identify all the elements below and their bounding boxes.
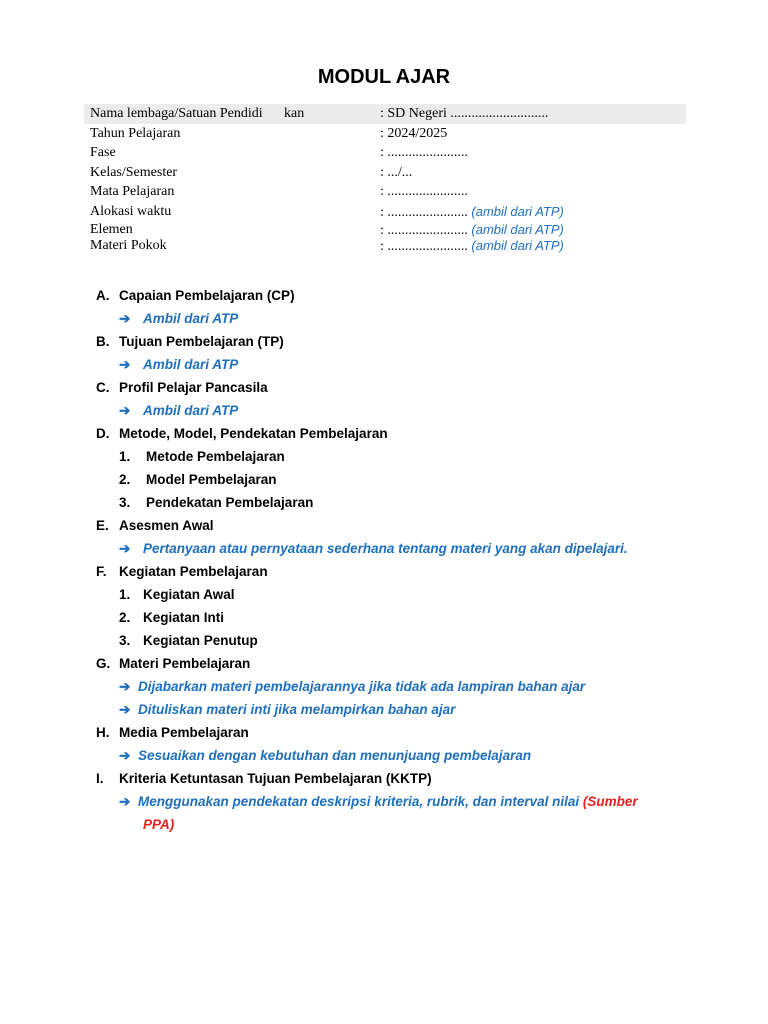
list-item (96, 491, 696, 514)
identity-value (380, 238, 564, 255)
section-g-heading (96, 652, 696, 675)
note-text: Ambil dari ATP (143, 357, 239, 372)
section-letter: H. (96, 725, 110, 740)
arrow-right-icon: ➔ (119, 679, 131, 694)
item-number: 3. (119, 495, 131, 510)
section-letter: A. (96, 288, 110, 303)
identity-label: Tahun Pelajaran (90, 125, 181, 141)
section-g-note-1 (96, 675, 696, 698)
section-title: Kegiatan Pembelajaran (119, 564, 268, 579)
list-item (96, 468, 696, 491)
section-title: Kriteria Ketuntasan Tujuan Pembelajaran (KKTP) (119, 771, 432, 786)
section-e-heading (96, 514, 696, 537)
item-text: Kegiatan Penutup (143, 633, 258, 648)
note-text: Dijabarkan materi pembelajarannya jika tidak ada lampiran bahan ajar (138, 679, 586, 694)
identity-label: Kelas/Semester (90, 164, 178, 180)
section-b-heading (96, 330, 696, 353)
identity-row-material (84, 238, 686, 254)
section-letter: B. (96, 334, 110, 349)
section-h-note (96, 744, 696, 767)
section-letter: C. (96, 380, 110, 395)
section-title: Asesmen Awal (119, 518, 214, 533)
item-number: 1. (119, 587, 131, 602)
identity-row-time (84, 202, 686, 222)
sections-list (96, 284, 696, 836)
identity-value (380, 222, 564, 239)
item-number: 3. (119, 633, 131, 648)
section-title: Profil Pelajar Pancasila (119, 380, 268, 395)
list-item (96, 606, 696, 629)
item-text: Pendekatan Pembelajaran (146, 495, 314, 510)
section-c-note (96, 399, 696, 422)
identity-label: Alokasi waktu (90, 203, 172, 219)
section-i-heading (96, 767, 696, 790)
identity-value: : ....................... (380, 184, 468, 200)
source-reference: (Sumber (582, 794, 638, 809)
identity-value: : ....................... (380, 145, 468, 161)
note-text: Dituliskan materi inti jika melampirkan bahan ajar (138, 702, 456, 717)
identity-row-phase (84, 143, 686, 163)
identity-label: Nama lembaga/Satuan Pendidi (90, 106, 263, 121)
arrow-right-icon: ➔ (119, 794, 131, 809)
identity-note: (ambil dari ATP) (471, 237, 564, 253)
arrow-right-icon: ➔ (119, 357, 131, 372)
section-d-heading (96, 422, 696, 445)
list-item (96, 629, 696, 652)
section-a-heading (96, 284, 696, 307)
identity-value: : SD Negeri ............................ (380, 106, 549, 121)
note-text (138, 790, 638, 813)
note-text: Ambil dari ATP (143, 403, 239, 418)
identity-row-year (84, 124, 686, 144)
note-main-text: Menggunakan pendekatan deskripsi kriteria, rubrik, dan interval nilai (138, 794, 580, 809)
section-title: Tujuan Pembelajaran (TP) (119, 334, 284, 349)
item-text: Kegiatan Awal (143, 587, 235, 602)
section-title: Media Pembelajaran (119, 725, 249, 740)
identity-row-institution (84, 104, 686, 124)
section-letter: G. (96, 656, 111, 671)
note-text: Ambil dari ATP (143, 311, 239, 326)
identity-label: Fase (90, 145, 116, 161)
arrow-right-icon: ➔ (119, 748, 131, 763)
section-letter: F. (96, 564, 107, 579)
identity-note: (ambil dari ATP) (471, 221, 564, 237)
identity-note: (ambil dari ATP) (471, 203, 564, 219)
identity-value: : .../... (380, 164, 413, 180)
section-a-note (96, 307, 696, 330)
item-number: 2. (119, 610, 131, 625)
list-item (96, 583, 696, 606)
section-letter: I. (96, 771, 104, 786)
section-i-note (96, 790, 696, 813)
item-number: 1. (119, 449, 131, 464)
section-e-note (96, 537, 696, 560)
identity-label: Mata Pelajaran (90, 184, 175, 200)
item-text: Kegiatan Inti (143, 610, 225, 625)
section-title: Metode, Model, Pendekatan Pembelajaran (119, 426, 388, 441)
identity-value-text: : ....................... (380, 222, 468, 238)
identity-table (84, 104, 686, 254)
identity-value-text: : ....................... (380, 204, 468, 220)
section-title: Capaian Pembelajaran (CP) (119, 288, 295, 303)
source-reference-end: PPA) (143, 817, 175, 832)
note-text: Pertanyaan atau pernyataan sederhana tentang materi yang akan dipelajari. (143, 541, 628, 556)
document-title: MODUL AJAR (317, 66, 451, 88)
identity-value-text: : ....................... (380, 238, 468, 254)
note-text: Sesuaikan dengan kebutuhan dan menunjuang pembelajaran (138, 748, 532, 763)
arrow-right-icon: ➔ (119, 403, 131, 418)
item-text: Model Pembelajaran (146, 472, 277, 487)
section-title: Materi Pembelajaran (119, 656, 251, 671)
item-text: Metode Pembelajaran (146, 449, 285, 464)
identity-row-subject (84, 182, 686, 202)
identity-label: Elemen (90, 221, 133, 237)
arrow-right-icon: ➔ (119, 541, 131, 556)
identity-label-suffix: kan (284, 106, 305, 121)
section-h-heading (96, 721, 696, 744)
section-letter: E. (96, 518, 109, 533)
section-f-heading (96, 560, 696, 583)
section-letter: D. (96, 426, 110, 441)
arrow-right-icon: ➔ (119, 311, 131, 326)
section-i-note-continuation (96, 813, 696, 836)
list-item (96, 445, 696, 468)
identity-value (380, 202, 564, 223)
identity-row-element (84, 222, 686, 238)
section-g-note-2 (96, 698, 696, 721)
arrow-right-icon: ➔ (119, 702, 131, 717)
item-number: 2. (119, 472, 131, 487)
section-b-note (96, 353, 696, 376)
identity-row-class (84, 163, 686, 183)
identity-value: : 2024/2025 (380, 125, 448, 141)
identity-label: Materi Pokok (90, 237, 167, 253)
section-c-heading (96, 376, 696, 399)
